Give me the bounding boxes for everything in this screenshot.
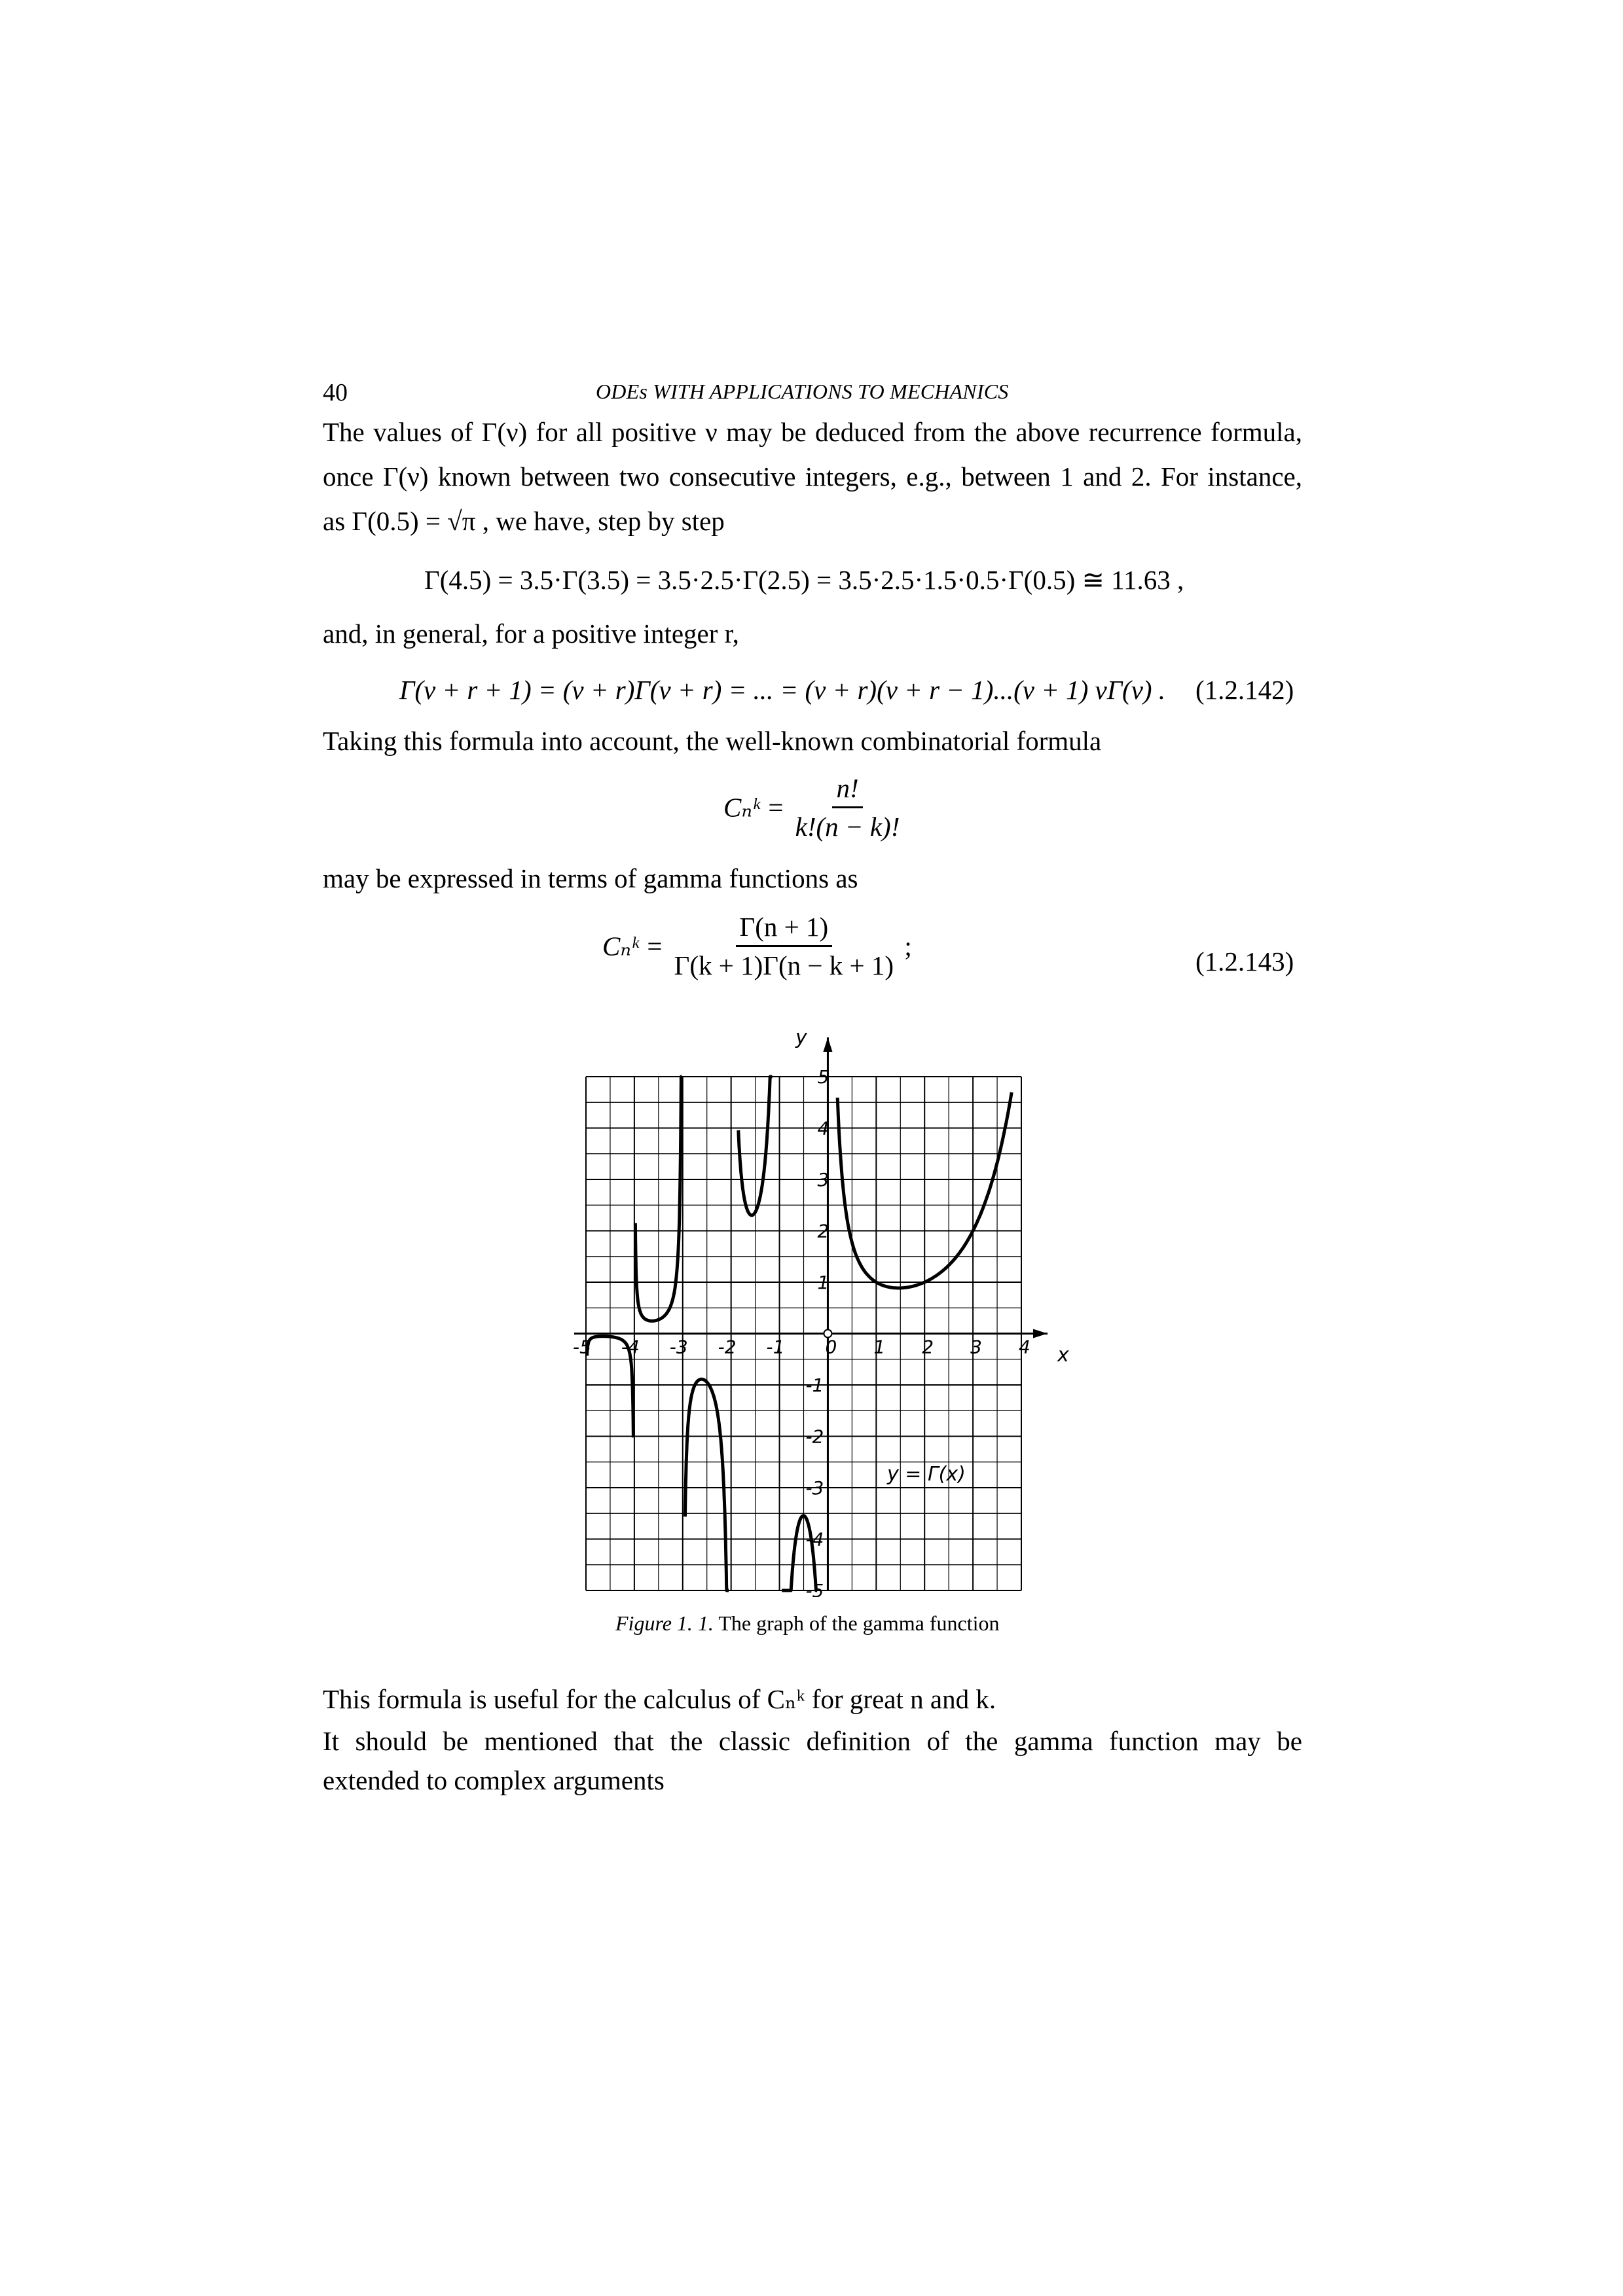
gamma-step-equation: Γ(4.5) = 3.5·Γ(3.5) = 3.5·2.5·Γ(2.5) = 3.5·2.5·1.5·0.5·Γ(0.5) ≅ 11.63 ,: [424, 565, 1184, 595]
x-tick-label: 0: [825, 1336, 837, 1358]
fraction: [792, 772, 904, 842]
equation-lhs: Cₙᵏ =: [723, 792, 785, 823]
paragraph-line: The values of Γ(ν) for all positive ν may be deduced from the above recurrence formula,: [323, 417, 1302, 447]
y-tick-label: -4: [805, 1528, 824, 1551]
caption-label: Figure 1. 1.: [615, 1611, 714, 1635]
y-axis-label: y: [795, 1026, 807, 1049]
y-tick-label: 2: [817, 1220, 830, 1242]
fraction-denominator: k!(n − k)!: [795, 812, 900, 842]
paragraph-line: extended to complex arguments: [323, 1765, 665, 1795]
paragraph-line: It should be mentioned that the classic definition of the gamma function may be: [323, 1726, 1302, 1756]
x-tick-label: 3: [970, 1336, 982, 1358]
x-tick-label: -3: [669, 1336, 688, 1358]
y-tick-label: -1: [805, 1374, 824, 1396]
figure-caption: [615, 1611, 1000, 1636]
x-tick-label: -1: [766, 1336, 785, 1358]
x-tick-label: -2: [718, 1336, 737, 1358]
y-tick-label: 5: [817, 1066, 830, 1088]
caption-text: The graph of the gamma function: [713, 1611, 1000, 1635]
x-tick-label: -4: [621, 1336, 640, 1358]
paragraph-line: once Γ(ν) known between two consecutive integers, e.g., between 1 and 2. For instance,: [323, 461, 1302, 492]
y-tick-label: -3: [805, 1477, 824, 1499]
x-tick-label: 1: [873, 1336, 886, 1358]
x-axis-arrow: [1033, 1329, 1048, 1338]
function-label: y = Γ(x): [887, 1463, 966, 1486]
equation-lhs: Cₙᵏ =: [602, 931, 664, 961]
equation-suffix: ;: [904, 931, 912, 961]
paragraph-line: may be expressed in terms of gamma functions as: [323, 863, 858, 893]
x-tick-label: 2: [922, 1336, 934, 1358]
page-number: 40: [323, 379, 348, 406]
x-axis-label: x: [1057, 1344, 1069, 1367]
fraction-numerator: Γ(n + 1): [736, 911, 833, 947]
running-title: ODEs WITH APPLICATIONS TO MECHANICS: [596, 380, 1009, 403]
equation-number: (1.2.143): [1195, 946, 1294, 977]
y-tick-label: -5: [805, 1580, 824, 1597]
fraction: [670, 911, 898, 981]
y-axis-arrow: [823, 1037, 832, 1052]
equation-1-2-143: [602, 911, 912, 981]
binomial-equation: [723, 772, 903, 842]
y-tick-label: 1: [817, 1272, 830, 1293]
paragraph-line: as Γ(0.5) = √π , we have, step by step: [323, 506, 725, 536]
paragraph-line: Taking this formula into account, the well-known combinatorial formula: [323, 726, 1102, 756]
y-tick-label: -2: [805, 1426, 824, 1448]
equation-number: (1.2.142): [1195, 675, 1294, 705]
paragraph-line: This formula is useful for the calculus of Cₙᵏ for great n and k.: [323, 1684, 996, 1714]
y-tick-label: 4: [817, 1117, 830, 1139]
x-tick-label: -5: [573, 1336, 591, 1358]
fraction-numerator: n!: [832, 772, 862, 808]
y-tick-label: 3: [817, 1169, 830, 1191]
chart-axes: [574, 1037, 1048, 1590]
gamma-function-chart: [537, 1014, 1074, 1597]
fraction-denominator: Γ(k + 1)Γ(n − k + 1): [674, 950, 894, 980]
x-tick-label: 4: [1019, 1336, 1030, 1358]
equation-1-2-142: Γ(ν + r + 1) = (ν + r)Γ(ν + r) = ... = (ν + r)(ν + r − 1)...(ν + 1) νΓ(ν) .: [399, 675, 1166, 705]
gamma-curve-branch: [782, 1516, 817, 1590]
paragraph-line: and, in general, for a positive integer r,: [323, 619, 739, 649]
